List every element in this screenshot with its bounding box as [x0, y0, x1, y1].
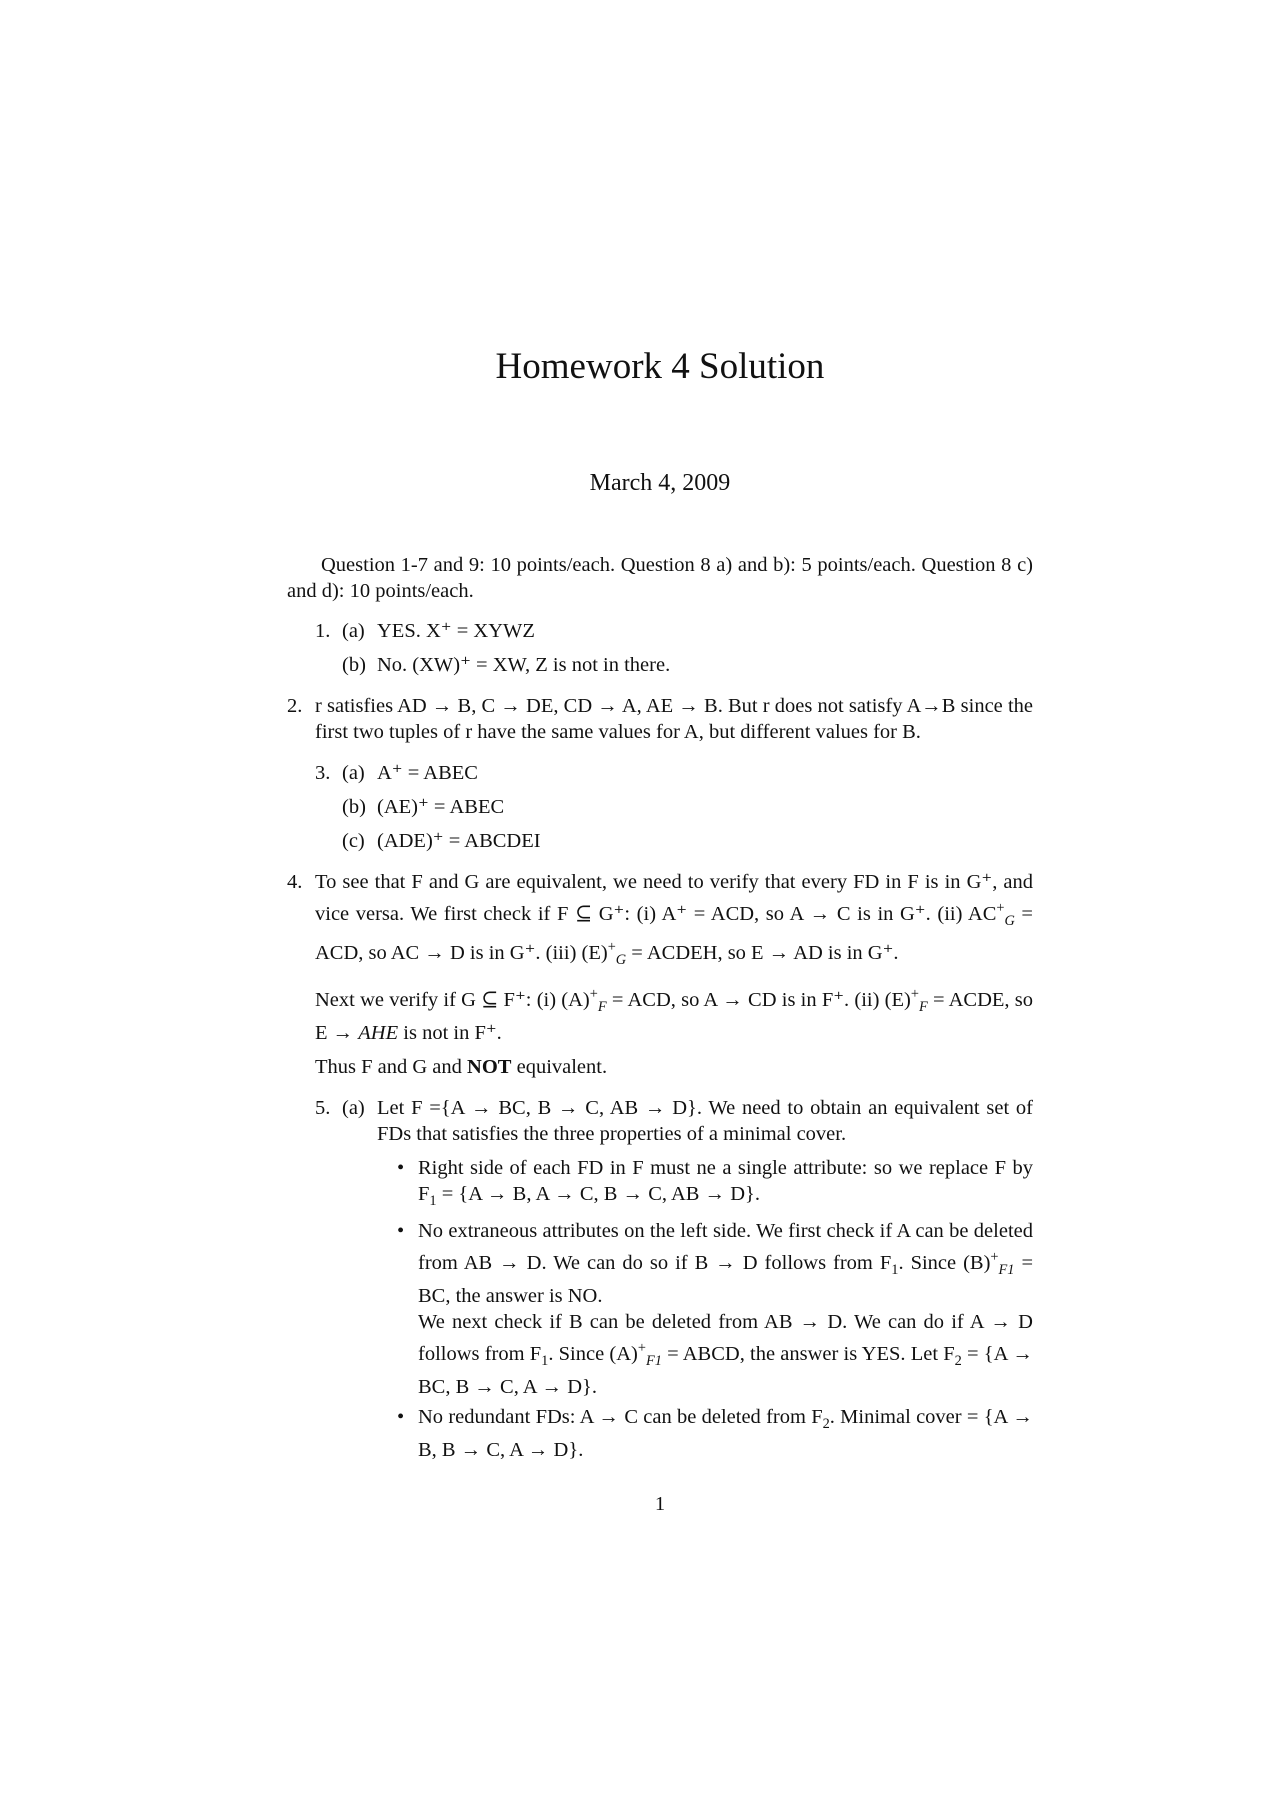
question-2 [287, 693, 1033, 745]
part-text: YES. X⁺ = XYWZ [377, 620, 535, 642]
text-run: To see that F and G are equivalent, we need to verify that every FD in F is in G⁺, and vice versa. We first check if F ⊆ G⁺: (i) A⁺ = ACD, so A → C is in G⁺. (ii) AC [315, 871, 1033, 925]
superscript: + [589, 985, 598, 1002]
subscript: G [615, 951, 627, 968]
text-run: = ACDEH, so E → AD is in G⁺. [626, 941, 899, 964]
superscript: + [607, 938, 616, 955]
subscript: 2 [954, 1352, 962, 1369]
bullet-item [377, 1218, 1033, 1400]
bullet-icon: • [397, 1219, 405, 1242]
question-number: 4. [287, 871, 303, 893]
intro-paragraph: Question 1-7 and 9: 10 points/each. Question 8 a) and b): 5 points/each. Question 8 c) and d): 10 points/each. [287, 554, 1033, 602]
text-run: Next we verify if G ⊆ F⁺: (i) (A) [315, 988, 590, 1011]
bullet-icon: • [397, 1156, 405, 1179]
part-text: Let F ={A → BC, B → C, AB → D}. We need to obtain an equivalent set of FDs that satisfies the three properties of a minimal cover. [377, 1096, 1033, 1145]
subscript: F [597, 998, 607, 1015]
answer-part [342, 652, 1033, 678]
part-label: (a) [342, 762, 365, 784]
text-run: . Since (A) [548, 1342, 638, 1365]
question-number: 5. [315, 1096, 331, 1119]
question-5 [287, 1095, 1033, 1463]
answer-list [287, 618, 1033, 1478]
superscript: + [637, 1339, 646, 1356]
subscript: F1 [998, 1261, 1015, 1278]
part-text: No. (XW)⁺ = XW, Z is not in there. [377, 654, 671, 676]
text-run: = ACDE, so E → [315, 988, 1033, 1044]
answer-part [342, 1095, 1033, 1463]
text-run: = BC, the answer is NO. [418, 1251, 1033, 1307]
part-label: (c) [342, 830, 365, 852]
question-paragraph [315, 869, 1033, 973]
text-run: is not in F⁺. [398, 1021, 502, 1044]
text-run: = ACD, so A → CD is in F⁺. (ii) (E) [606, 988, 911, 1011]
part-text: A⁺ = ABEC [377, 762, 478, 784]
part-text: (ADE)⁺ = ABCDEI [377, 830, 541, 852]
part-label: (b) [342, 654, 366, 676]
text-run: = ABCD, the answer is YES. Let F [661, 1342, 955, 1365]
question-3 [287, 760, 1033, 854]
part-label: (a) [342, 620, 365, 642]
page-number: 1 [654, 1493, 666, 1515]
answer-part [342, 794, 1033, 820]
subscript: F1 [645, 1352, 662, 1369]
text-run: We next check if B can be deleted from AB → D. We can do if A → D follows from F [418, 1310, 1033, 1365]
question-4 [287, 869, 1033, 1080]
superscript: + [910, 985, 919, 1002]
question-number: 1. [315, 620, 331, 642]
italic-text: AHE [358, 1021, 399, 1044]
bold-text: NOT [467, 1055, 512, 1078]
text-run: Thus F and G and [315, 1055, 468, 1078]
bullet-item [377, 1155, 1033, 1214]
text-run: No redundant FDs: A → C can be deleted from F [418, 1405, 823, 1428]
subscript: 1 [429, 1192, 437, 1209]
text-run: equivalent. [511, 1055, 608, 1078]
superscript: + [990, 1248, 999, 1265]
question-number: 2. [287, 695, 303, 717]
subscript: 2 [822, 1415, 830, 1432]
answer-part [342, 618, 1033, 644]
subscript: 1 [891, 1261, 899, 1278]
document-date: March 4, 2009 [589, 470, 731, 496]
subscript: 1 [541, 1352, 549, 1369]
bullet-item [377, 1404, 1033, 1463]
text-run: = {A → B, A → C, B → C, AB → D}. [436, 1182, 761, 1205]
answer-part [342, 760, 1033, 786]
question-text: r satisfies AD → B, C → DE, CD → A, AE → B. But r does not satisfy A→B since the first two tuples of r have the same values for A, but different values for B. [315, 695, 1033, 743]
bullet-icon: • [397, 1405, 405, 1428]
question-paragraph [315, 1054, 1033, 1080]
question-1 [287, 618, 1033, 678]
part-label: (a) [342, 1096, 365, 1119]
superscript: + [996, 900, 1005, 916]
document-title: Homework 4 Solution [495, 346, 825, 387]
question-paragraph [315, 981, 1033, 1046]
subscript: G [1004, 912, 1015, 929]
text-run: Right side of each FD in F must ne a single attribute: so we replace F by F [418, 1156, 1033, 1205]
text-run: . Minimal cover = {A → B, B → C, A → D}. [418, 1405, 1033, 1461]
answer-part [342, 828, 1033, 854]
text-run: = ACD, so AC → D is in G⁺. (iii) (E) [315, 902, 1033, 964]
text-run: No extraneous attributes on the left side. We first check if A can be deleted from AB → D. We can do so if B → D follows from F [418, 1219, 1033, 1274]
text-run: . Since (B) [898, 1251, 991, 1274]
part-label: (b) [342, 796, 366, 818]
subscript: F [918, 998, 928, 1015]
part-text: (AE)⁺ = ABEC [377, 796, 505, 818]
text-run: = {A → BC, B → C, A → D}. [418, 1342, 1033, 1398]
question-number: 3. [315, 762, 331, 784]
